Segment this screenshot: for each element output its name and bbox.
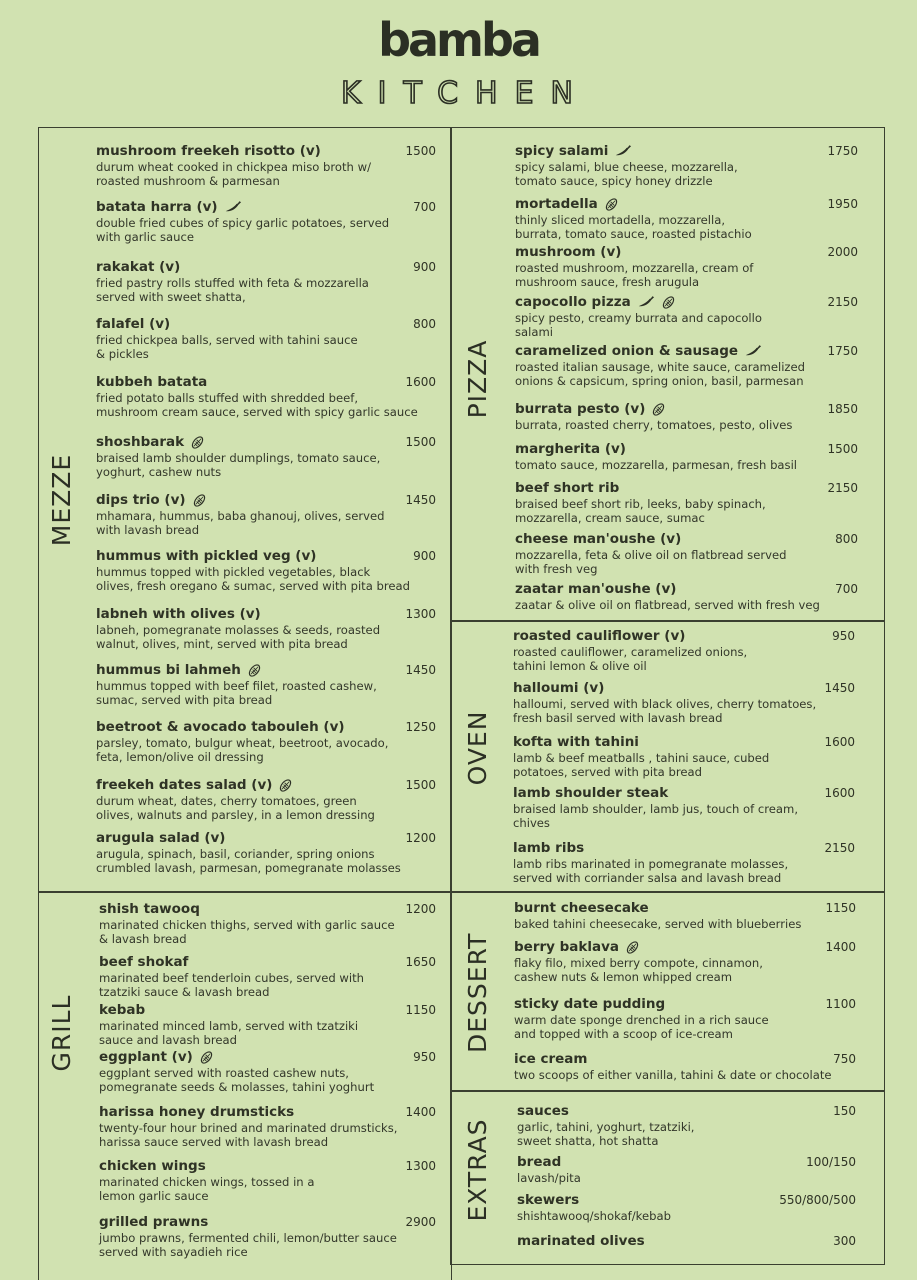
- section-label-pizza: PIZZA: [463, 339, 492, 419]
- menu-item-price: 900: [413, 549, 436, 563]
- menu-item: [513, 840, 788, 885]
- menu-item-description: garlic, tahini, yoghurt, tzatziki, sweet shatta, hot shatta: [517, 1120, 695, 1148]
- menu-item: [515, 294, 762, 339]
- menu-item-name: [99, 1049, 374, 1065]
- menu-item: [96, 434, 380, 479]
- menu-item-name: [515, 343, 805, 359]
- menu-item-name: [515, 480, 766, 496]
- menu-item-price: 700: [835, 582, 858, 596]
- menu-item-name-text: hummus with pickled veg (v): [96, 548, 317, 564]
- menu-item-price: 1450: [405, 493, 436, 507]
- menu-item-description: tomato sauce, mozzarella, parmesan, fresh basil: [515, 458, 798, 472]
- menu-item: [99, 1049, 374, 1094]
- menu-item: [96, 143, 371, 188]
- menu-item-description: zaatar & olive oil on flatbread, served with fresh veg: [515, 598, 820, 612]
- menu-item-name: [513, 734, 769, 750]
- nut-icon: [190, 435, 205, 450]
- menu-item-description: durum wheat cooked in chickpea miso broth w/ roasted mushroom & parmesan: [96, 160, 371, 188]
- menu-item-description: eggplant served with roasted cashew nuts, pomegranate seeds & molasses, tahini yoghurt: [99, 1066, 375, 1094]
- menu-item-description: marinated chicken thighs, served with garlic sauce & lavash bread: [99, 918, 395, 946]
- menu-item-name-text: eggplant (v): [99, 1049, 193, 1065]
- menu-item-name: [513, 840, 788, 856]
- menu-item: [515, 343, 805, 388]
- menu-item-description: spicy salami, blue cheese, mozzarella, tomato sauce, spicy honey drizzle: [515, 160, 738, 188]
- menu-item-description: braised lamb shoulder dumplings, tomato sauce, yoghurt, cashew nuts: [96, 451, 381, 479]
- section-label-oven: OVEN: [463, 710, 492, 786]
- chili-icon: [637, 296, 655, 309]
- menu-item-price: 2150: [824, 841, 855, 855]
- menu-item: [99, 901, 395, 946]
- menu-item-description: fried potato balls stuffed with shredded beef, mushroom cream sauce, served with spicy garlic sauce: [96, 391, 418, 419]
- menu-item-name-text: cheese man'oushe (v): [515, 531, 682, 547]
- menu-item-name-text: dips trio (v): [96, 492, 186, 508]
- menu-item-name: [96, 662, 377, 678]
- menu-item: [515, 581, 820, 613]
- menu-item-name-text: caramelized onion & sausage: [515, 343, 739, 359]
- menu-item-price: 1500: [405, 144, 436, 158]
- menu-item-name: [96, 434, 380, 450]
- menu-item-description: parsley, tomato, bulgur wheat, beetroot, avocado, feta, lemon/olive oil dressing: [96, 736, 389, 764]
- menu-item-name: [96, 199, 389, 215]
- menu-item-description: warm date sponge drenched in a rich sauce and topped with a scoop of ice-cream: [514, 1013, 769, 1041]
- menu-item-price: 2150: [827, 295, 858, 309]
- menu-item: [96, 777, 375, 822]
- menu-item-name-text: harissa honey drumsticks: [99, 1104, 295, 1120]
- menu-item-price: 2900: [405, 1215, 436, 1229]
- menu-item-name: [517, 1103, 694, 1119]
- nut-icon: [625, 940, 640, 955]
- menu-item-price: 950: [832, 629, 855, 643]
- menu-item-name-text: ice cream: [514, 1051, 588, 1067]
- menu-item-name-text: mortadella: [515, 196, 598, 212]
- menu-item: [99, 954, 364, 999]
- menu-item: [517, 1154, 581, 1186]
- menu-item-name: [515, 581, 820, 597]
- menu-item-description: braised lamb shoulder, lamb jus, touch of cream, chives: [513, 802, 799, 830]
- menu-item-name: [99, 954, 364, 970]
- menu-item-price: 1600: [405, 375, 436, 389]
- menu-item-name: [96, 719, 388, 735]
- menu-item-name: [514, 900, 801, 916]
- menu-item-price: 2000: [827, 245, 858, 259]
- menu-item-name-text: marinated olives: [517, 1233, 645, 1249]
- menu-item-price: 1300: [405, 1159, 436, 1173]
- menu-item-name-text: margherita (v): [515, 441, 626, 457]
- menu-item: [517, 1233, 645, 1249]
- menu-item-name-text: beef short rib: [515, 480, 620, 496]
- menu-item-description: arugula, spinach, basil, coriander, spring onions crumbled lavash, parmesan, pomegranate molasses: [96, 847, 401, 875]
- menu-item-name-text: falafel (v): [96, 316, 171, 332]
- menu-item-description: durum wheat, dates, cherry tomatoes, green olives, walnuts and parsley, in a lemon dressing: [96, 794, 375, 822]
- menu-item: [99, 1214, 397, 1259]
- menu-item: [517, 1192, 671, 1224]
- menu-item-description: braised beef short rib, leeks, baby spinach, mozzarella, cream sauce, sumac: [515, 497, 766, 525]
- menu-item-name-text: roasted cauliflower (v): [513, 628, 686, 644]
- menu-item-name-text: capocollo pizza: [515, 294, 631, 310]
- menu-item-description: halloumi, served with black olives, cherry tomatoes, fresh basil served with lavash bread: [513, 697, 817, 725]
- nut-icon: [247, 663, 262, 678]
- menu-item-description: spicy pesto, creamy burrata and capocollo salami: [515, 311, 762, 339]
- nut-icon: [278, 778, 293, 793]
- menu-item-name-text: mushroom (v): [515, 244, 622, 260]
- menu-item-description: hummus topped with pickled vegetables, black olives, fresh oregano & sumac, served with pita bread: [96, 565, 410, 593]
- menu-item-name-text: zaatar man'oushe (v): [515, 581, 677, 597]
- menu-item-price: 950: [413, 1050, 436, 1064]
- menu-item: [514, 900, 801, 932]
- chili-icon: [744, 345, 762, 358]
- menu-item-name-text: kubbeh batata: [96, 374, 208, 390]
- brand-logo: bamba: [378, 13, 539, 67]
- menu-item: [515, 441, 797, 473]
- menu-item-price: 1500: [405, 435, 436, 449]
- menu-item-price: 1750: [827, 144, 858, 158]
- menu-item-description: mhamara, hummus, baba ghanouj, olives, served with lavash bread: [96, 509, 385, 537]
- menu-item-name-text: labneh with olives (v): [96, 606, 261, 622]
- menu-item-price: 1200: [405, 831, 436, 845]
- menu-item-description: fried chickpea balls, served with tahini sauce & pickles: [96, 333, 358, 361]
- menu-item-description: twenty-four hour brined and marinated drumsticks, harissa sauce served with lavash bread: [99, 1121, 398, 1149]
- menu-item-name: [515, 294, 762, 310]
- menu-item-price: 1400: [825, 940, 856, 954]
- menu-item-name-text: halloumi (v): [513, 680, 605, 696]
- menu-item-description: lavash/pita: [517, 1171, 581, 1185]
- menu-item-name: [515, 143, 738, 159]
- menu-item-name: [515, 441, 797, 457]
- menu-item-name-text: sticky date pudding: [514, 996, 666, 1012]
- menu-item: [99, 1158, 314, 1203]
- nut-icon: [199, 1050, 214, 1065]
- menu-item: [96, 606, 380, 651]
- menu-item-name: [514, 996, 769, 1012]
- menu-item-price: 1150: [405, 1003, 436, 1017]
- menu-item: [514, 939, 763, 984]
- menu-item: [99, 1002, 358, 1047]
- menu-item-name: [99, 1158, 314, 1174]
- menu-item-price: 750: [833, 1052, 856, 1066]
- menu-item-name: [96, 143, 371, 159]
- menu-item-description: roasted cauliflower, caramelized onions, tahini lemon & olive oil: [513, 645, 748, 673]
- menu-item: [96, 719, 388, 764]
- menu-item: [96, 199, 389, 244]
- section-label-mezze: MEZZE: [47, 453, 76, 547]
- menu-item: [513, 734, 769, 779]
- menu-item-price: 1150: [825, 901, 856, 915]
- menu-item-name: [515, 196, 752, 212]
- menu-item-price: 1950: [827, 197, 858, 211]
- menu-item-name-text: shoshbarak: [96, 434, 185, 450]
- menu-item-description: roasted italian sausage, white sauce, caramelized onions & capsicum, spring onion, basil, parmesan: [515, 360, 806, 388]
- section-label-dessert: DESSERT: [463, 932, 492, 1053]
- menu-item-name: [99, 1002, 358, 1018]
- menu-item-price: 2150: [827, 481, 858, 495]
- menu-item-description: roasted mushroom, mozzarella, cream of mushroom sauce, fresh arugula: [515, 261, 754, 289]
- menu-item: [515, 480, 766, 525]
- menu-item-name: [514, 939, 763, 955]
- menu-item: [515, 244, 753, 289]
- menu-item-name-text: sauces: [517, 1103, 569, 1119]
- menu-item-price: 1450: [405, 663, 436, 677]
- menu-item-name-text: skewers: [517, 1192, 580, 1208]
- menu-item-price: 1500: [827, 442, 858, 456]
- menu-item-name: [513, 785, 798, 801]
- menu-item-name: [515, 531, 786, 547]
- menu-item-name-text: hummus bi lahmeh: [96, 662, 241, 678]
- menu-item-name-text: beetroot & avocado tabouleh (v): [96, 719, 345, 735]
- menu-item: [517, 1103, 694, 1148]
- menu-item-price: 550/800/500: [779, 1193, 856, 1207]
- menu-item-name: [515, 401, 792, 417]
- menu-item-name-text: mushroom freekeh risotto (v): [96, 143, 321, 159]
- menu-item-description: flaky filo, mixed berry compote, cinnamon, cashew nuts & lemon whipped cream: [514, 956, 763, 984]
- menu-item: [96, 259, 369, 304]
- menu-item-price: 800: [835, 532, 858, 546]
- menu-item-description: burrata, roasted cherry, tomatoes, pesto, olives: [515, 418, 793, 432]
- menu-item: [515, 196, 752, 241]
- menu-item-name-text: kebab: [99, 1002, 146, 1018]
- chili-icon: [224, 201, 242, 214]
- menu-item: [513, 628, 747, 673]
- menu-item-price: 100/150: [806, 1155, 856, 1169]
- menu-item-description: baked tahini cheesecake, served with blueberries: [514, 917, 802, 931]
- menu-item: [99, 1104, 397, 1149]
- menu-item: [515, 401, 792, 433]
- menu-item-description: lamb & beef meatballs , tahini sauce, cubed potatoes, served with pita bread: [513, 751, 770, 779]
- menu-item-description: jumbo prawns, fermented chili, lemon/butter sauce served with sayadieh rice: [99, 1231, 397, 1259]
- menu-item-name: [96, 316, 358, 332]
- menu-item-name-text: rakakat (v): [96, 259, 181, 275]
- menu-item-price: 1850: [827, 402, 858, 416]
- menu-item-name: [99, 1104, 397, 1120]
- menu-item-name: [515, 244, 753, 260]
- menu-item-price: 1600: [824, 786, 855, 800]
- menu-item-description: marinated minced lamb, served with tzatziki sauce and lavash bread: [99, 1019, 359, 1047]
- menu-item: [96, 492, 384, 537]
- menu-item: [513, 785, 798, 830]
- menu-item-name-text: batata harra (v): [96, 199, 218, 215]
- menu-item-price: 800: [413, 317, 436, 331]
- menu-item-name-text: grilled prawns: [99, 1214, 209, 1230]
- menu-item-name: [96, 777, 375, 793]
- menu-item-price: 1500: [405, 778, 436, 792]
- nut-icon: [192, 493, 207, 508]
- menu-item: [513, 680, 816, 725]
- menu-item-name: [96, 259, 369, 275]
- menu-item-description: mozzarella, feta & olive oil on flatbread served with fresh veg: [515, 548, 787, 576]
- menu-item-name: [517, 1192, 671, 1208]
- menu-item-price: 1250: [405, 720, 436, 734]
- section-label-grill: GRILL: [47, 994, 76, 1072]
- nut-icon: [604, 197, 619, 212]
- menu-item-name: [96, 606, 380, 622]
- menu-item-price: 1400: [405, 1105, 436, 1119]
- menu-item-name: [99, 1214, 397, 1230]
- menu-item-name-text: kofta with tahini: [513, 734, 639, 750]
- menu-item-price: 150: [833, 1104, 856, 1118]
- menu-item-name: [99, 901, 395, 917]
- menu-item-name-text: berry baklava: [514, 939, 620, 955]
- menu-item-price: 900: [413, 260, 436, 274]
- menu-item-name: [96, 492, 384, 508]
- menu-item-description: thinly sliced mortadella, mozzarella, burrata, tomato sauce, roasted pistachio: [515, 213, 752, 241]
- section-label-extras: EXTRAS: [463, 1118, 492, 1222]
- menu-item: [514, 996, 769, 1041]
- menu-item: [96, 662, 377, 707]
- menu-item-name: [513, 628, 747, 644]
- menu-item-name-text: burrata pesto (v): [515, 401, 646, 417]
- menu-item-description: lamb ribs marinated in pomegranate molasses, served with corriander salsa and lavash bread: [513, 857, 789, 885]
- menu-item-price: 700: [413, 200, 436, 214]
- menu-item-name-text: burnt cheesecake: [514, 900, 649, 916]
- brand-subtitle: KITCHEN: [341, 76, 590, 111]
- menu-item-price: 1300: [405, 607, 436, 621]
- chili-icon: [614, 145, 632, 158]
- menu-item-name-text: bread: [517, 1154, 562, 1170]
- menu-item-price: 1600: [824, 735, 855, 749]
- menu-item-description: marinated beef tenderloin cubes, served with tzatziki sauce & lavash bread: [99, 971, 365, 999]
- nut-icon: [651, 402, 666, 417]
- menu-item-price: 1100: [825, 997, 856, 1011]
- menu-item-price: 1450: [824, 681, 855, 695]
- menu-item-name-text: lamb shoulder steak: [513, 785, 669, 801]
- menu-item-description: two scoops of either vanilla, tahini & date or chocolate: [514, 1068, 832, 1082]
- menu-item-description: marinated chicken wings, tossed in a lemon garlic sauce: [99, 1175, 315, 1203]
- menu-item: [96, 316, 358, 361]
- menu-item-price: 300: [833, 1234, 856, 1248]
- menu-item-name: [517, 1154, 581, 1170]
- nut-icon: [661, 295, 676, 310]
- menu-item-name-text: arugula salad (v): [96, 830, 226, 846]
- menu-item-name-text: chicken wings: [99, 1158, 206, 1174]
- menu-item-description: double fried cubes of spicy garlic potatoes, served with garlic sauce: [96, 216, 390, 244]
- menu-item-name: [517, 1233, 645, 1249]
- menu-item-price: 1200: [405, 902, 436, 916]
- menu-item-name-text: spicy salami: [515, 143, 609, 159]
- menu-item-name-text: freekeh dates salad (v): [96, 777, 273, 793]
- menu-item-name-text: shish tawooq: [99, 901, 200, 917]
- menu-item-description: hummus topped with beef filet, roasted cashew, sumac, served with pita bread: [96, 679, 377, 707]
- menu-item-price: 1650: [405, 955, 436, 969]
- menu-item-description: labneh, pomegranate molasses & seeds, roasted walnut, olives, mint, served with pita bread: [96, 623, 381, 651]
- menu-item: [515, 143, 738, 188]
- menu-item-description: shishtawooq/shokaf/kebab: [517, 1209, 671, 1223]
- menu-item-description: fried pastry rolls stuffed with feta & mozzarella served with sweet shatta,: [96, 276, 369, 304]
- menu-item-name-text: lamb ribs: [513, 840, 585, 856]
- menu-item-name: [513, 680, 816, 696]
- menu-item-name-text: beef shokaf: [99, 954, 189, 970]
- menu-item: [515, 531, 786, 576]
- menu-item-price: 1750: [827, 344, 858, 358]
